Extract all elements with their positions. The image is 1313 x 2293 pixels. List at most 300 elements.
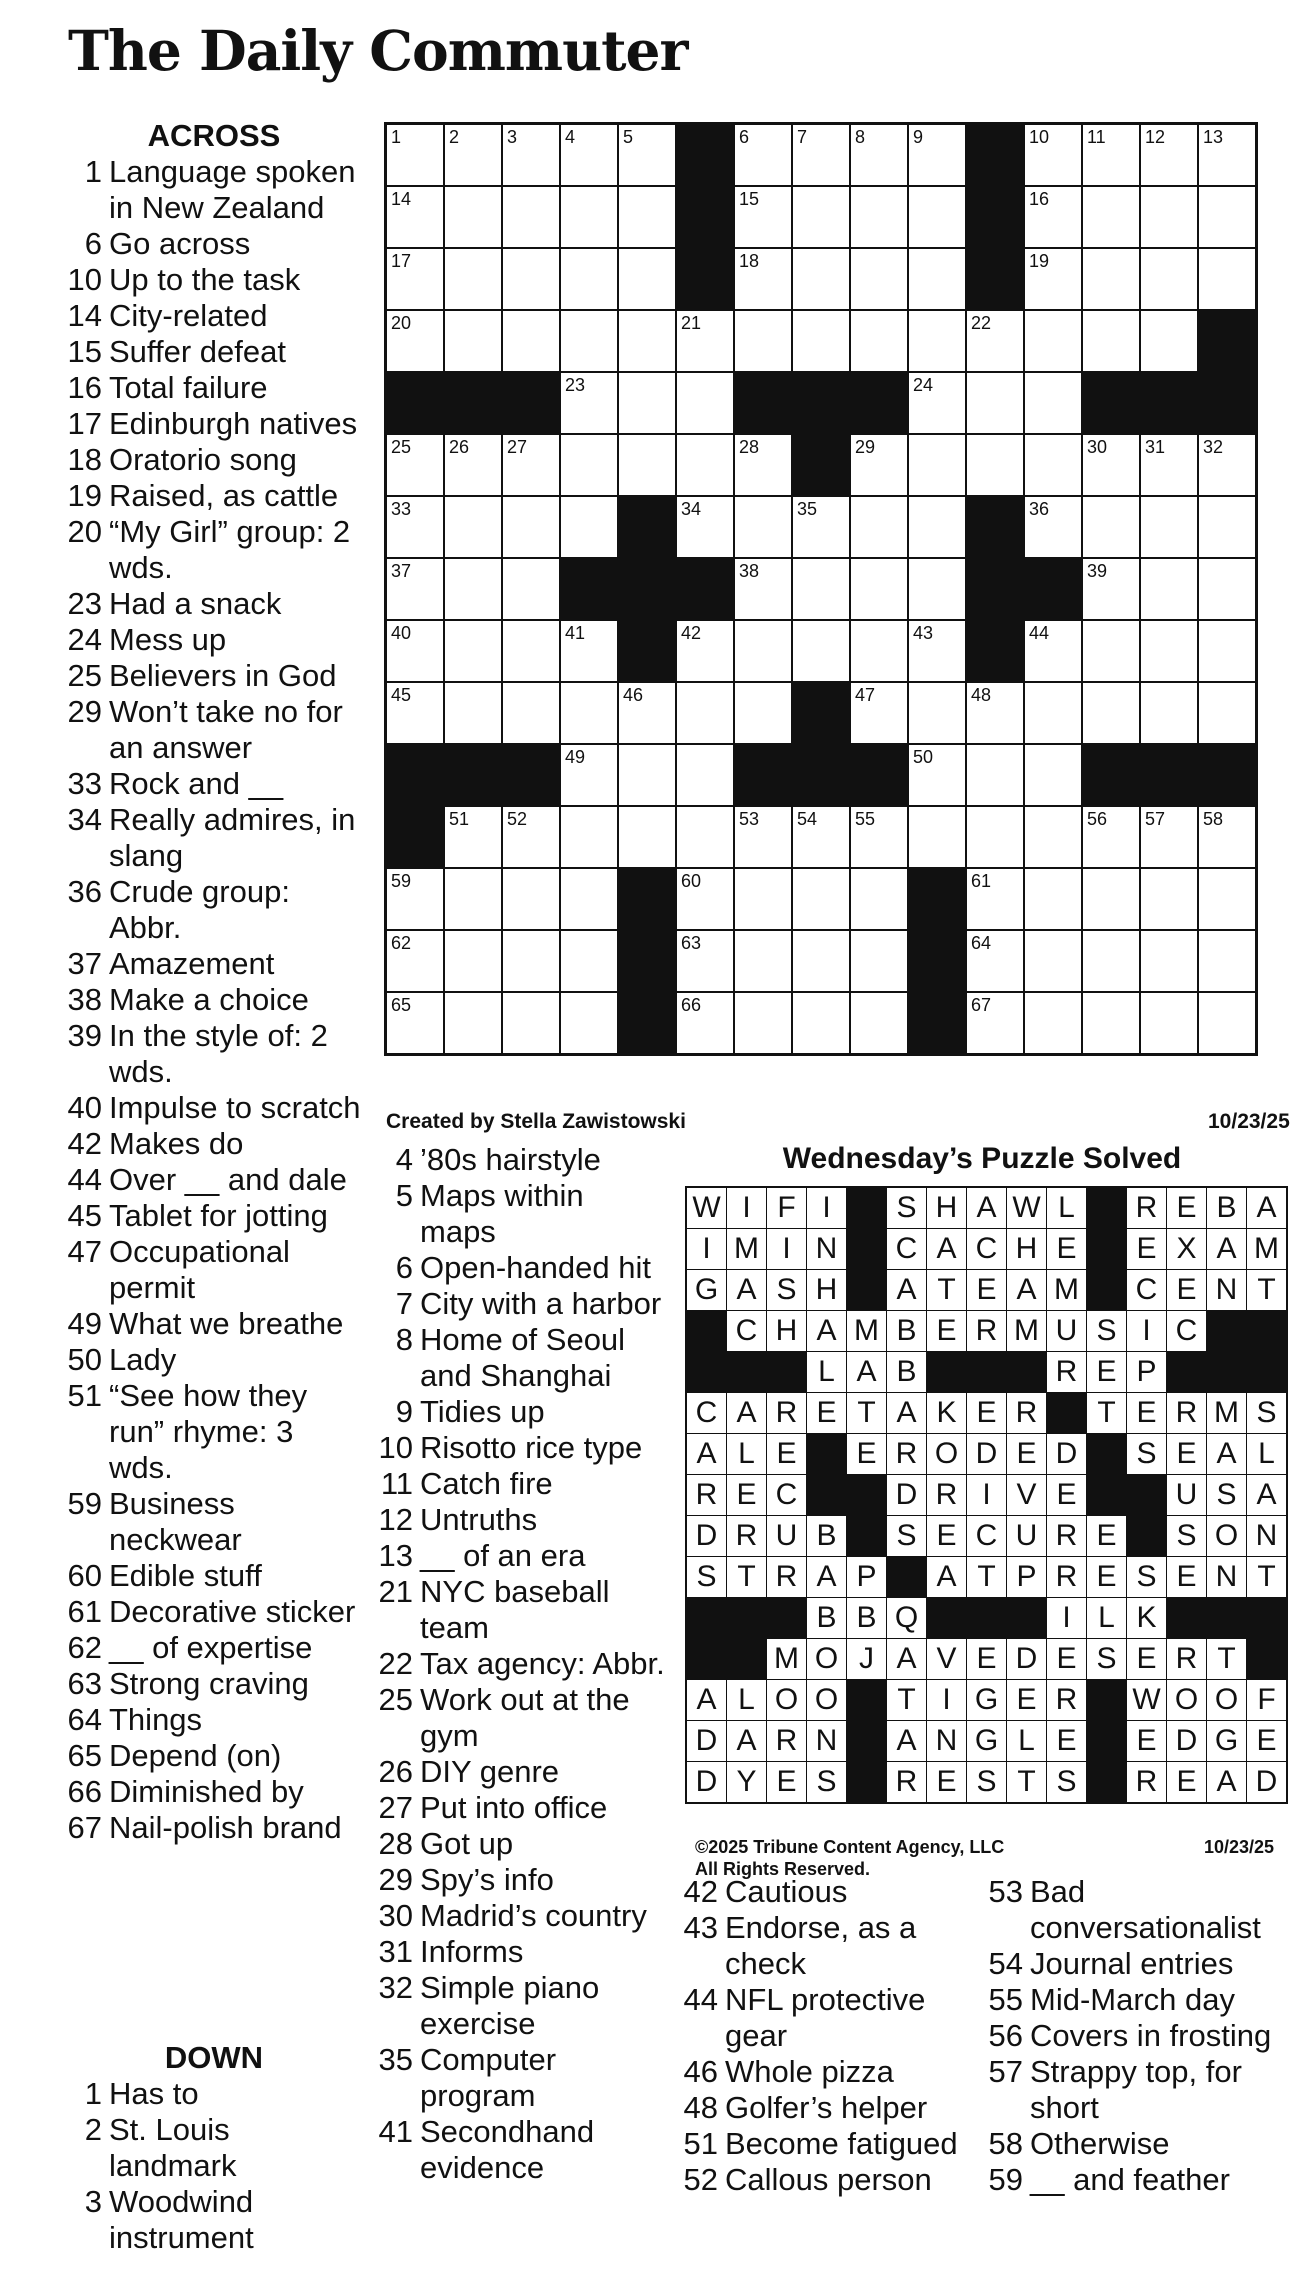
grid-cell[interactable] — [734, 806, 792, 868]
clue-number: 62 — [67, 1630, 102, 1665]
grid-cell[interactable] — [676, 620, 734, 682]
grid-cell[interactable] — [1198, 868, 1257, 930]
solved-black-square — [1047, 1393, 1087, 1434]
across-clue — [66, 1018, 362, 1090]
grid-cell[interactable] — [1024, 806, 1082, 868]
grid-cell[interactable] — [676, 868, 734, 930]
across-clue — [66, 370, 362, 406]
grid-cell[interactable] — [908, 372, 966, 434]
grid-cell[interactable] — [560, 868, 618, 930]
grid-cell[interactable] — [734, 558, 792, 620]
grid-cell[interactable] — [386, 620, 445, 682]
grid-cell[interactable] — [502, 124, 560, 187]
grid-cell[interactable] — [966, 806, 1024, 868]
cell-number: 67 — [971, 995, 992, 1015]
grid-cell[interactable] — [676, 434, 734, 496]
solved-letter: E — [1047, 1639, 1087, 1680]
grid-cell[interactable] — [502, 310, 560, 372]
grid-cell[interactable] — [792, 558, 850, 620]
across-clue — [66, 1558, 362, 1594]
cell-number: 9 — [913, 127, 924, 147]
grid-cell[interactable] — [734, 620, 792, 682]
grid-cell[interactable] — [1024, 248, 1082, 310]
grid-cell[interactable] — [386, 930, 445, 992]
grid-cell[interactable] — [966, 992, 1024, 1055]
grid-cell[interactable] — [734, 310, 792, 372]
clue-text: Impulse to scratch — [109, 1090, 361, 1125]
grid-cell[interactable] — [444, 992, 502, 1055]
grid-cell[interactable] — [444, 558, 502, 620]
grid-cell[interactable] — [966, 868, 1024, 930]
grid-cell[interactable] — [444, 186, 502, 248]
black-square — [908, 930, 966, 992]
grid-cell[interactable] — [734, 868, 792, 930]
grid-cell[interactable] — [1140, 496, 1198, 558]
grid-cell[interactable] — [1082, 310, 1140, 372]
solved-black-square — [727, 1598, 767, 1639]
grid-cell[interactable] — [676, 806, 734, 868]
grid-cell[interactable] — [1140, 558, 1198, 620]
grid-cell[interactable] — [850, 124, 908, 187]
cell-number: 24 — [913, 375, 934, 395]
grid-cell[interactable] — [1140, 124, 1198, 187]
grid-cell[interactable] — [1024, 682, 1082, 744]
solved-letter: A — [887, 1393, 927, 1434]
solved-letter: E — [927, 1762, 967, 1804]
solved-letter: A — [927, 1557, 967, 1598]
grid-cell[interactable] — [1024, 992, 1082, 1055]
black-square — [966, 620, 1024, 682]
cell-number: 39 — [1087, 561, 1108, 581]
grid-cell[interactable] — [1082, 992, 1140, 1055]
grid-cell[interactable] — [1140, 434, 1198, 496]
clue-number: 23 — [67, 586, 102, 621]
clue-number: 38 — [67, 982, 102, 1017]
cell-number: 6 — [739, 127, 750, 147]
grid-cell[interactable] — [1082, 930, 1140, 992]
grid-cell[interactable] — [502, 992, 560, 1055]
down-clue — [682, 2162, 982, 2198]
black-square — [1198, 372, 1257, 434]
grid-cell[interactable] — [1198, 620, 1257, 682]
black-square — [1024, 558, 1082, 620]
grid-cell[interactable] — [502, 496, 560, 558]
grid-cell[interactable] — [386, 682, 445, 744]
grid-cell[interactable] — [850, 930, 908, 992]
grid-cell[interactable] — [1024, 620, 1082, 682]
grid-cell[interactable] — [560, 186, 618, 248]
solved-letter: S — [686, 1557, 727, 1598]
grid-cell[interactable] — [502, 806, 560, 868]
grid-cell[interactable] — [1140, 806, 1198, 868]
grid-cell[interactable] — [734, 992, 792, 1055]
black-square — [676, 124, 734, 187]
solved-letter: E — [1047, 1475, 1087, 1516]
solved-letter: A — [807, 1311, 847, 1352]
grid-cell[interactable] — [734, 434, 792, 496]
grid-cell[interactable] — [1082, 558, 1140, 620]
solved-black-square — [927, 1352, 967, 1393]
solved-black-square — [1207, 1352, 1247, 1393]
black-square — [966, 496, 1024, 558]
grid-cell[interactable] — [618, 744, 676, 806]
cell-number: 33 — [391, 499, 412, 519]
solved-letter: O — [1207, 1516, 1247, 1557]
grid-cell[interactable] — [502, 186, 560, 248]
solved-black-square — [1007, 1598, 1047, 1639]
clue-text: Home of Seoul and Shanghai — [420, 1322, 626, 1393]
cell-number: 12 — [1145, 127, 1166, 147]
across-clue — [66, 946, 362, 982]
clue-number: 42 — [67, 1126, 102, 1161]
clue-number: 18 — [67, 442, 102, 477]
grid-cell[interactable] — [1082, 186, 1140, 248]
grid-cell[interactable] — [1140, 868, 1198, 930]
grid-cell[interactable] — [850, 868, 908, 930]
grid-cell[interactable] — [1198, 248, 1257, 310]
grid-cell[interactable] — [1024, 434, 1082, 496]
grid-cell[interactable] — [1198, 496, 1257, 558]
grid-cell[interactable] — [1140, 992, 1198, 1055]
grid-cell[interactable] — [560, 806, 618, 868]
solved-puzzle-title: Wednesday’s Puzzle Solved — [782, 1142, 1182, 1175]
solved-letter: T — [727, 1557, 767, 1598]
grid-cell[interactable] — [560, 310, 618, 372]
grid-cell[interactable] — [1024, 496, 1082, 558]
grid-cell[interactable] — [618, 806, 676, 868]
grid-cell[interactable] — [792, 868, 850, 930]
grid-cell[interactable] — [444, 248, 502, 310]
cell-number: 65 — [391, 995, 412, 1015]
grid-cell[interactable] — [502, 930, 560, 992]
grid-cell[interactable] — [386, 496, 445, 558]
grid-cell[interactable] — [1140, 930, 1198, 992]
grid-cell[interactable] — [502, 558, 560, 620]
grid-cell[interactable] — [444, 682, 502, 744]
grid-cell[interactable] — [1024, 124, 1082, 187]
grid-cell[interactable] — [966, 434, 1024, 496]
grid-cell[interactable] — [792, 186, 850, 248]
grid-cell[interactable] — [1082, 620, 1140, 682]
clue-text: Simple piano exercise — [420, 1970, 600, 2041]
grid-cell[interactable] — [618, 248, 676, 310]
grid-cell[interactable] — [850, 248, 908, 310]
grid-cell[interactable] — [1198, 992, 1257, 1055]
clue-text: Things — [109, 1702, 203, 1737]
clue-text: Edible stuff — [109, 1558, 262, 1593]
clue-text: Had a snack — [109, 586, 282, 621]
grid-cell[interactable] — [908, 496, 966, 558]
grid-cell[interactable] — [618, 310, 676, 372]
grid-cell[interactable] — [560, 496, 618, 558]
solved-letter: E — [967, 1639, 1007, 1680]
grid-cell[interactable] — [1198, 930, 1257, 992]
grid-cell[interactable] — [1082, 124, 1140, 187]
grid-cell[interactable] — [850, 496, 908, 558]
clue-text: Bad conversationalist — [1030, 1874, 1261, 1945]
grid-cell[interactable] — [386, 124, 445, 187]
solved-letter: R — [887, 1434, 927, 1475]
grid-cell[interactable] — [850, 434, 908, 496]
grid-cell[interactable] — [386, 558, 445, 620]
grid-cell[interactable] — [386, 868, 445, 930]
grid-cell[interactable] — [444, 620, 502, 682]
grid-cell[interactable] — [1198, 186, 1257, 248]
clue-number: 63 — [67, 1666, 102, 1701]
clue-number: 59 — [988, 2162, 1023, 2197]
grid-cell[interactable] — [676, 744, 734, 806]
solved-letter: S — [1167, 1516, 1207, 1557]
grid-cell[interactable] — [908, 682, 966, 744]
grid-cell[interactable] — [792, 310, 850, 372]
grid-cell[interactable] — [1024, 868, 1082, 930]
grid-cell[interactable] — [560, 434, 618, 496]
grid-cell[interactable] — [676, 682, 734, 744]
grid-cell[interactable] — [560, 124, 618, 187]
black-square — [386, 806, 445, 868]
newspaper-title: The Daily Commuter — [68, 18, 688, 83]
grid-cell[interactable] — [908, 248, 966, 310]
down-clue — [377, 1178, 667, 1250]
clue-text: Nail-polish brand — [109, 1810, 342, 1845]
grid-cell[interactable] — [1082, 806, 1140, 868]
grid-cell[interactable] — [734, 682, 792, 744]
grid-cell[interactable] — [560, 744, 618, 806]
solved-letter: B — [887, 1352, 927, 1393]
clue-text: Risotto rice type — [420, 1430, 643, 1465]
solved-letter: D — [686, 1516, 727, 1557]
grid-cell[interactable] — [908, 806, 966, 868]
grid-cell[interactable] — [1082, 682, 1140, 744]
grid-cell[interactable] — [444, 496, 502, 558]
grid-cell[interactable] — [618, 434, 676, 496]
black-square — [966, 558, 1024, 620]
grid-cell[interactable] — [386, 434, 445, 496]
grid-cell[interactable] — [1198, 124, 1257, 187]
grid-cell[interactable] — [908, 620, 966, 682]
grid-cell[interactable] — [1140, 682, 1198, 744]
grid-cell[interactable] — [502, 434, 560, 496]
grid-cell[interactable] — [966, 682, 1024, 744]
grid-cell[interactable] — [850, 682, 908, 744]
clue-number: 12 — [378, 1502, 413, 1537]
puzzle-credit: Created by Stella Zawistowski — [386, 1110, 686, 1133]
grid-cell[interactable] — [792, 992, 850, 1055]
down-clue — [987, 1874, 1297, 1946]
grid-cell[interactable] — [850, 620, 908, 682]
black-square — [618, 868, 676, 930]
solved-letter: S — [1127, 1434, 1167, 1475]
cell-number: 60 — [681, 871, 702, 891]
grid-cell[interactable] — [560, 992, 618, 1055]
grid-cell[interactable] — [1140, 248, 1198, 310]
grid-cell[interactable] — [1082, 434, 1140, 496]
solved-black-square — [1247, 1639, 1288, 1680]
down-clue-list-3 — [682, 1874, 982, 2198]
grid-cell[interactable] — [618, 124, 676, 187]
grid-cell[interactable] — [502, 682, 560, 744]
clue-number: 44 — [683, 1982, 718, 2017]
grid-cell[interactable] — [908, 124, 966, 187]
grid-cell[interactable] — [560, 372, 618, 434]
cell-number: 53 — [739, 809, 760, 829]
grid-cell[interactable] — [734, 124, 792, 187]
clue-number: 20 — [67, 514, 102, 549]
down-clue-list-1 — [66, 2076, 362, 2256]
grid-cell[interactable] — [1140, 620, 1198, 682]
grid-cell[interactable] — [966, 310, 1024, 372]
grid-cell[interactable] — [1198, 434, 1257, 496]
grid-cell[interactable] — [386, 992, 445, 1055]
grid-cell[interactable] — [444, 310, 502, 372]
grid-cell[interactable] — [618, 372, 676, 434]
grid-cell[interactable] — [560, 248, 618, 310]
grid-cell[interactable] — [444, 930, 502, 992]
clue-number: 19 — [67, 478, 102, 513]
clue-text: Golfer’s helper — [725, 2090, 928, 2125]
down-clue-list-2 — [377, 1142, 667, 2186]
cell-number: 15 — [739, 189, 760, 209]
grid-cell[interactable] — [966, 372, 1024, 434]
grid-cell[interactable] — [444, 806, 502, 868]
grid-cell[interactable] — [850, 806, 908, 868]
grid-cell[interactable] — [734, 496, 792, 558]
solved-black-square — [847, 1680, 887, 1721]
grid-cell[interactable] — [1140, 186, 1198, 248]
grid-cell[interactable] — [1140, 310, 1198, 372]
grid-cell[interactable] — [560, 620, 618, 682]
solved-letter: W — [1127, 1680, 1167, 1721]
grid-cell[interactable] — [1082, 496, 1140, 558]
grid-cell[interactable] — [792, 620, 850, 682]
clue-number: 67 — [67, 1810, 102, 1845]
solved-letter: L — [727, 1680, 767, 1721]
grid-cell[interactable] — [908, 434, 966, 496]
grid-cell[interactable] — [966, 930, 1024, 992]
grid-cell[interactable] — [560, 682, 618, 744]
solved-letter: A — [686, 1434, 727, 1475]
clue-text: What we breathe — [109, 1306, 344, 1341]
grid-cell[interactable] — [1198, 806, 1257, 868]
grid-cell[interactable] — [908, 558, 966, 620]
clue-number: 52 — [683, 2162, 718, 2197]
black-square — [792, 744, 850, 806]
crossword-grid[interactable] — [384, 122, 1258, 1056]
solved-letter: M — [1247, 1229, 1288, 1270]
cell-number: 11 — [1087, 127, 1106, 147]
grid-cell[interactable] — [850, 558, 908, 620]
clue-text: Whole pizza — [725, 2054, 894, 2089]
grid-cell[interactable] — [444, 434, 502, 496]
grid-cell[interactable] — [676, 372, 734, 434]
cell-number: 55 — [855, 809, 876, 829]
grid-cell[interactable] — [618, 682, 676, 744]
grid-cell[interactable] — [1024, 372, 1082, 434]
solved-letter: S — [767, 1270, 807, 1311]
solved-letter: O — [1207, 1680, 1247, 1721]
across-clue — [66, 406, 362, 442]
solved-black-square — [1087, 1762, 1127, 1804]
grid-cell[interactable] — [1024, 310, 1082, 372]
grid-cell[interactable] — [1198, 558, 1257, 620]
grid-cell[interactable] — [908, 310, 966, 372]
grid-cell[interactable] — [908, 744, 966, 806]
clue-text: Strong craving — [109, 1666, 309, 1701]
solved-letter: D — [887, 1475, 927, 1516]
grid-cell[interactable] — [676, 930, 734, 992]
solved-letter: G — [967, 1680, 1007, 1721]
grid-cell[interactable] — [1082, 868, 1140, 930]
grid-cell[interactable] — [1024, 930, 1082, 992]
grid-cell[interactable] — [560, 930, 618, 992]
solved-black-square — [1167, 1598, 1207, 1639]
grid-cell[interactable] — [502, 868, 560, 930]
grid-cell[interactable] — [792, 124, 850, 187]
solved-letter: F — [767, 1187, 807, 1229]
solved-letter: B — [887, 1311, 927, 1352]
grid-cell[interactable] — [502, 620, 560, 682]
black-square — [386, 744, 445, 806]
down-clue — [377, 1250, 667, 1286]
grid-cell[interactable] — [734, 186, 792, 248]
solved-letter: E — [927, 1516, 967, 1557]
grid-cell[interactable] — [850, 310, 908, 372]
grid-cell[interactable] — [444, 868, 502, 930]
solved-letter: R — [967, 1311, 1007, 1352]
grid-cell[interactable] — [386, 310, 445, 372]
grid-cell[interactable] — [1198, 682, 1257, 744]
grid-cell[interactable] — [734, 248, 792, 310]
grid-cell[interactable] — [850, 992, 908, 1055]
solved-letter: K — [1127, 1598, 1167, 1639]
across-clue — [66, 1486, 362, 1558]
grid-cell[interactable] — [386, 248, 445, 310]
grid-cell[interactable] — [792, 930, 850, 992]
clue-number: 53 — [988, 1874, 1023, 1909]
grid-cell[interactable] — [676, 496, 734, 558]
grid-cell[interactable] — [792, 496, 850, 558]
solved-black-square — [1087, 1229, 1127, 1270]
cell-number: 4 — [565, 127, 576, 147]
solved-letter: A — [847, 1352, 887, 1393]
across-clue — [66, 1306, 362, 1342]
grid-cell[interactable] — [386, 186, 445, 248]
grid-cell[interactable] — [792, 806, 850, 868]
grid-cell[interactable] — [502, 248, 560, 310]
grid-cell[interactable] — [850, 186, 908, 248]
grid-cell[interactable] — [966, 744, 1024, 806]
grid-cell[interactable] — [792, 248, 850, 310]
solved-letter: A — [887, 1270, 927, 1311]
solved-letter: E — [767, 1762, 807, 1804]
clue-text: Diminished by — [109, 1774, 304, 1809]
grid-cell[interactable] — [908, 186, 966, 248]
solved-black-square — [1087, 1475, 1127, 1516]
solved-letter: R — [1047, 1352, 1087, 1393]
grid-cell[interactable] — [734, 930, 792, 992]
black-square — [618, 620, 676, 682]
grid-cell[interactable] — [444, 124, 502, 187]
grid-cell[interactable] — [618, 186, 676, 248]
cell-number: 2 — [449, 127, 460, 147]
grid-cell[interactable] — [1024, 744, 1082, 806]
grid-cell[interactable] — [1082, 248, 1140, 310]
grid-cell[interactable] — [676, 310, 734, 372]
cell-number: 46 — [623, 685, 644, 705]
grid-cell[interactable] — [1024, 186, 1082, 248]
cell-number: 25 — [391, 437, 412, 457]
grid-cell[interactable] — [676, 992, 734, 1055]
